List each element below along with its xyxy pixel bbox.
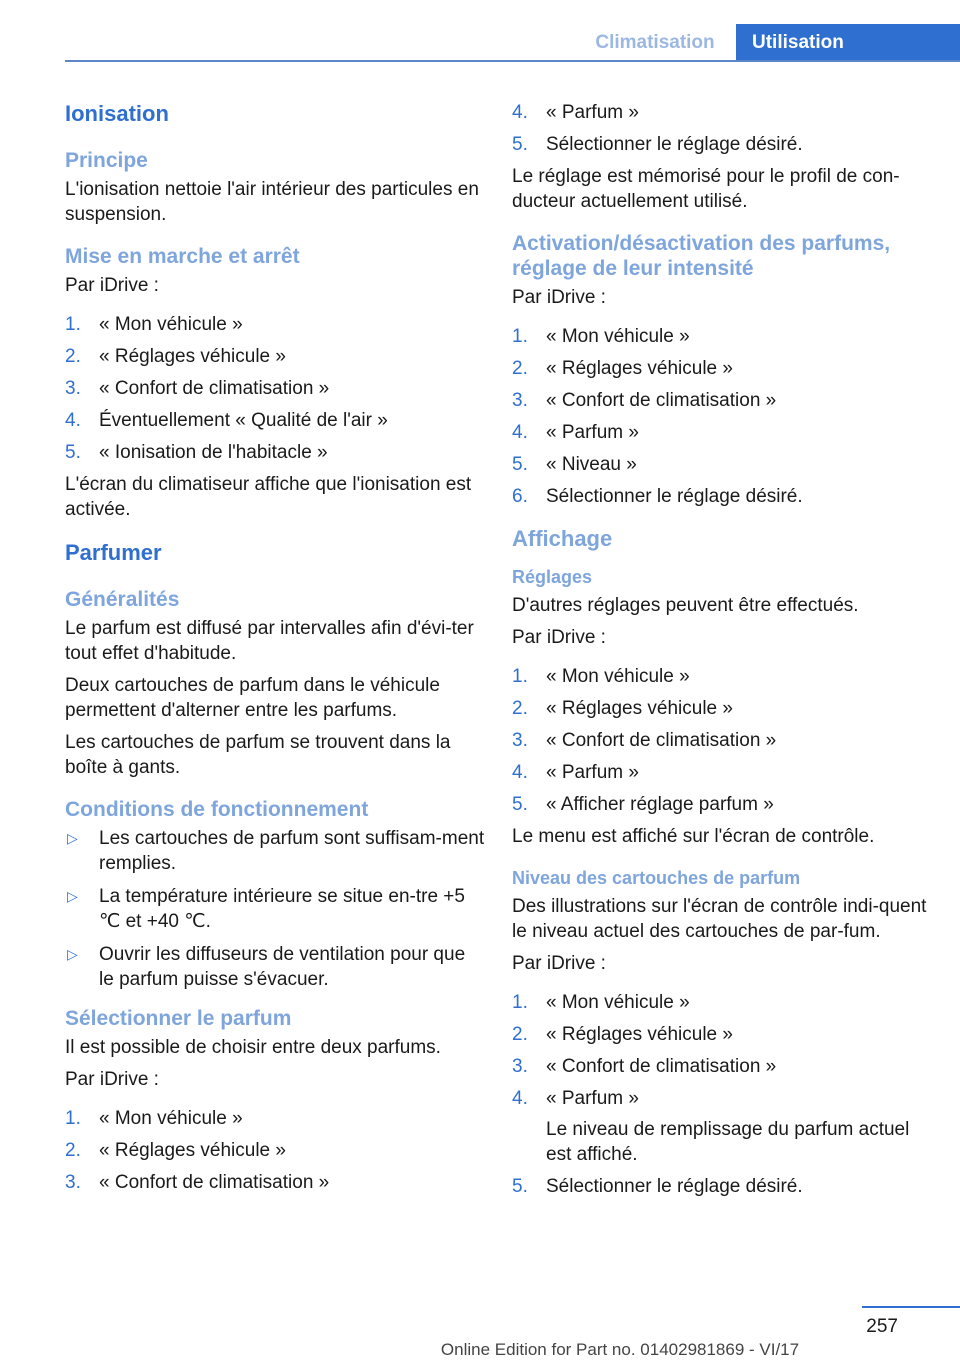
step-text: « Parfum » xyxy=(546,422,639,443)
generalites-p2: Deux cartouches de parfum dans le véhicule permettent d'alterner entre les parfums. xyxy=(65,675,440,721)
list-step xyxy=(512,388,932,413)
selection-steps-continued xyxy=(512,100,932,157)
step-number: 3. xyxy=(65,378,81,399)
step-text: « Niveau » xyxy=(546,454,637,475)
principe-text: L'ionisation nettoie l'air intérieur des particules en suspension. xyxy=(65,179,479,225)
step-number: 2. xyxy=(512,358,528,379)
footer-divider xyxy=(862,1306,960,1308)
list-step xyxy=(512,1054,932,1079)
step-number: 3. xyxy=(512,730,528,751)
step-text: « Confort de climatisation » xyxy=(546,730,777,751)
step-number: 4. xyxy=(512,1088,528,1109)
step-number: 4. xyxy=(512,102,528,123)
step-number: 3. xyxy=(512,390,528,411)
list-step xyxy=(65,1106,485,1131)
step-text: « Afficher réglage parfum » xyxy=(546,794,774,815)
step-text: Éventuellement « Qualité de l'air » xyxy=(99,410,388,431)
step-text: « Parfum » xyxy=(546,762,639,783)
list-step xyxy=(512,1022,932,1047)
step-text: « Confort de climatisation » xyxy=(546,1056,777,1077)
step-text: « Parfum » xyxy=(546,1088,639,1109)
step-number: 5. xyxy=(512,454,528,475)
generalites-p3: Les cartouches de parfum se trouvent dans la boîte à gants. xyxy=(65,732,451,778)
step-subtext: Le niveau de remplissage du parfum actuel est affiché. xyxy=(546,1119,910,1165)
reglages-text: D'autres réglages peuvent être effectués. xyxy=(512,595,859,616)
step-number: 1. xyxy=(65,1108,81,1129)
header-chapter-tab: Utilisation xyxy=(736,24,960,62)
principe-heading: Principe xyxy=(65,149,148,172)
ionisation-title: Ionisation xyxy=(65,101,169,126)
step-number: 1. xyxy=(512,992,528,1013)
step-text: « Réglages véhicule » xyxy=(546,1024,733,1045)
list-step xyxy=(512,1086,932,1167)
step-number: 2. xyxy=(65,346,81,367)
step-number: 5. xyxy=(512,134,528,155)
list-step xyxy=(65,1170,485,1195)
step-number: 1. xyxy=(65,314,81,335)
niveau-text: Des illustrations sur l'écran de contrôle indi‐quent le niveau actuel des cartouches de par‐fum. xyxy=(512,896,927,942)
list-step xyxy=(512,324,932,349)
niveau-heading: Niveau des cartouches de parfum xyxy=(512,868,801,888)
activation-intro: Par iDrive : xyxy=(512,287,606,308)
list-step xyxy=(65,344,485,369)
step-number: 5. xyxy=(512,794,528,815)
step-text: Sélectionner le réglage désiré. xyxy=(546,486,803,507)
step-text: « Réglages véhicule » xyxy=(546,358,733,379)
marche-heading: Mise en marche et arrêt xyxy=(65,245,300,268)
selection-result: Le réglage est mémorisé pour le profil de con‐ducteur actuellement utilisé. xyxy=(512,166,900,212)
list-step xyxy=(65,440,485,465)
step-text: « Mon véhicule » xyxy=(546,992,690,1013)
triangle-bullet-icon: ▷ xyxy=(67,830,78,846)
list-step xyxy=(65,376,485,401)
reglages-heading: Réglages xyxy=(512,567,593,587)
list-step xyxy=(512,356,932,381)
marche-result: L'écran du climatiseur affiche que l'ionisation est activée. xyxy=(65,474,472,520)
list-step xyxy=(512,132,932,157)
list-step xyxy=(512,420,932,445)
condition-text: Les cartouches de parfum sont suffisam‐ment remplies. xyxy=(99,828,485,874)
step-text: « Mon véhicule » xyxy=(99,1108,243,1129)
niveau-steps xyxy=(512,990,932,1199)
right-column xyxy=(512,100,932,1206)
reglages-intro: Par iDrive : xyxy=(512,627,606,648)
triangle-bullet-icon: ▷ xyxy=(67,946,78,962)
activation-steps xyxy=(512,324,932,509)
list-step xyxy=(512,990,932,1015)
list-step xyxy=(512,792,932,817)
activation-heading: Activation/désactivation des parfums, réglage de leur intensité xyxy=(512,232,891,280)
list-step xyxy=(512,1174,932,1199)
parfumer-title: Parfumer xyxy=(65,540,162,565)
selection-steps xyxy=(65,1106,485,1195)
step-text: « Mon véhicule » xyxy=(99,314,243,335)
affichage-heading: Affichage xyxy=(512,526,613,551)
condition-text: Ouvrir les diffuseurs de ventilation pour que le parfum puisse s'évacuer. xyxy=(99,944,466,990)
conditions-list xyxy=(65,826,485,992)
step-number: 2. xyxy=(65,1140,81,1161)
list-step xyxy=(65,408,485,433)
step-text: « Parfum » xyxy=(546,102,639,123)
list-step xyxy=(65,312,485,337)
generalites-heading: Généralités xyxy=(65,588,180,611)
step-number: 4. xyxy=(512,422,528,443)
step-number: 3. xyxy=(65,1172,81,1193)
step-number: 4. xyxy=(65,410,81,431)
step-number: 5. xyxy=(65,442,81,463)
step-number: 5. xyxy=(512,1176,528,1197)
step-text: « Réglages véhicule » xyxy=(546,698,733,719)
condition-item xyxy=(65,884,485,934)
step-number: 2. xyxy=(512,1024,528,1045)
niveau-intro: Par iDrive : xyxy=(512,953,606,974)
generalites-p1: Le parfum est diffusé par intervalles afin d'évi‐ter tout effet d'habitude. xyxy=(65,618,474,664)
step-number: 4. xyxy=(512,762,528,783)
triangle-bullet-icon: ▷ xyxy=(67,888,78,904)
list-step xyxy=(512,664,932,689)
conditions-heading: Conditions de fonctionnement xyxy=(65,798,369,821)
condition-item xyxy=(65,942,485,992)
condition-item xyxy=(65,826,485,876)
step-text: « Confort de climatisation » xyxy=(99,1172,330,1193)
page-number: 257 xyxy=(866,1316,898,1337)
step-text: Sélectionner le réglage désiré. xyxy=(546,1176,803,1197)
step-text: « Réglages véhicule » xyxy=(99,1140,286,1161)
condition-text: La température intérieure se situe en‐tre +5 ℃ et +40 ℃. xyxy=(99,886,465,932)
step-number: 3. xyxy=(512,1056,528,1077)
selection-heading: Sélectionner le parfum xyxy=(65,1007,292,1030)
step-text: « Réglages véhicule » xyxy=(99,346,286,367)
header-divider xyxy=(65,60,960,62)
step-text: « Mon véhicule » xyxy=(546,326,690,347)
list-step xyxy=(512,484,932,509)
list-step xyxy=(512,452,932,477)
reglages-result: Le menu est affiché sur l'écran de contrôle. xyxy=(512,826,875,847)
list-step xyxy=(512,696,932,721)
step-text: « Mon véhicule » xyxy=(546,666,690,687)
selection-text: Il est possible de choisir entre deux parfums. xyxy=(65,1037,441,1058)
step-number: 2. xyxy=(512,698,528,719)
left-column xyxy=(65,100,485,1202)
marche-intro: Par iDrive : xyxy=(65,275,159,296)
step-text: Sélectionner le réglage désiré. xyxy=(546,134,803,155)
step-number: 1. xyxy=(512,666,528,687)
edition-note: Online Edition for Part no. 01402981869 - VI/17 xyxy=(440,1340,800,1359)
step-number: 6. xyxy=(512,486,528,507)
reglages-steps xyxy=(512,664,932,817)
selection-intro: Par iDrive : xyxy=(65,1069,159,1090)
marche-steps xyxy=(65,312,485,465)
list-step xyxy=(65,1138,485,1163)
step-text: « Ionisation de l'habitacle » xyxy=(99,442,328,463)
step-text: « Confort de climatisation » xyxy=(546,390,777,411)
step-number: 1. xyxy=(512,326,528,347)
header-section-label: Climatisation xyxy=(595,32,715,53)
list-step xyxy=(512,760,932,785)
step-text: « Confort de climatisation » xyxy=(99,378,330,399)
list-step xyxy=(512,100,932,125)
list-step xyxy=(512,728,932,753)
